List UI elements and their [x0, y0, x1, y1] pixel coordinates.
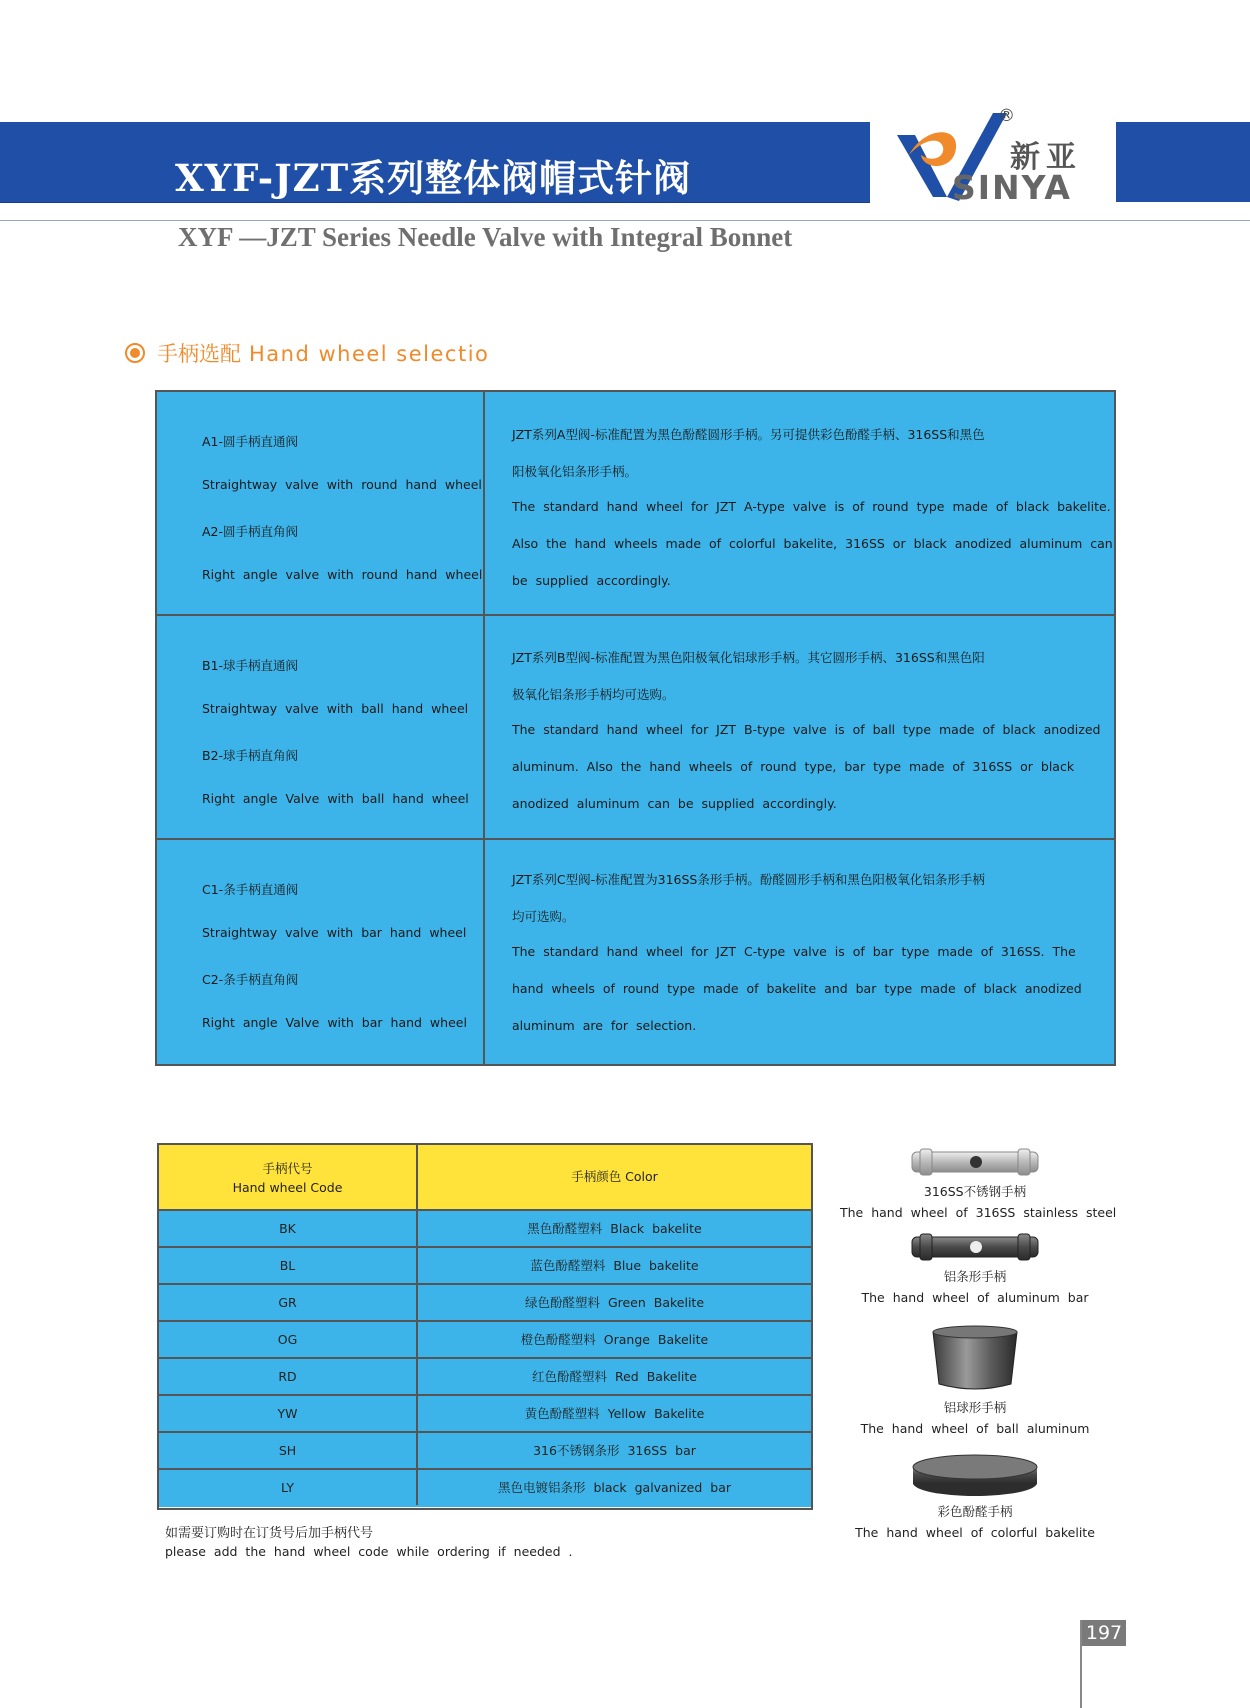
description-line: hand wheels of round type made of bakelite and bar type made of black anodized	[512, 981, 1082, 996]
color-cell: 蓝色酚醛塑料 Blue bakelite	[530, 1258, 699, 1273]
color-cell: 红色酚醛塑料 Red Bakelite	[532, 1369, 697, 1384]
description-line: aluminum. Also the hand wheels of round type, bar type made of 316SS or black	[512, 759, 1075, 774]
selection-row-b	[157, 616, 1114, 840]
color-cell: 黄色酚醛塑料 Yellow Bakelite	[524, 1406, 705, 1421]
code-cell: YW	[159, 1396, 418, 1431]
stainless-bar-icon	[910, 1146, 1040, 1178]
valve-label: Right angle Valve with bar hand wheel	[202, 1015, 467, 1030]
selection-row-a	[157, 392, 1114, 616]
valve-label: B2-球手柄直角阀	[202, 748, 299, 763]
valve-label: A2-圆手柄直角阀	[202, 524, 299, 539]
selection-left-cell	[157, 616, 485, 838]
description-line: aluminum are for selection.	[512, 1018, 697, 1033]
header-color: 手柄颜色 Color	[571, 1169, 658, 1184]
description-line: 极氧化铝条形手柄均可选购。	[512, 687, 675, 702]
table-row	[159, 1248, 811, 1285]
hand-wheel-code-table	[157, 1143, 813, 1510]
table-row	[159, 1396, 811, 1433]
valve-label: A1-圆手柄直通阀	[202, 434, 299, 449]
description-line: be supplied accordingly.	[512, 573, 671, 588]
code-cell: SH	[159, 1433, 418, 1468]
table-header	[159, 1145, 811, 1211]
code-cell: OG	[159, 1322, 418, 1357]
order-note-en: please add the hand wheel code while ordering if needed .	[165, 1544, 573, 1559]
valve-label: C1-条手柄直通阀	[202, 882, 299, 897]
description-line: The standard hand wheel for JZT A-type valve is of round type made of black bakelite.	[512, 499, 1111, 514]
hand-wheel-caption-en: The hand wheel of 316SS stainless steel	[840, 1205, 1117, 1220]
order-note-cn: 如需要订购时在订货号后加手柄代号	[165, 1526, 374, 1541]
description-line: The standard hand wheel for JZT C-type valve is of bar type made of 316SS. The	[512, 944, 1076, 959]
valve-label: C2-条手柄直角阀	[202, 972, 299, 987]
header-code-cn: 手柄代号	[262, 1161, 313, 1176]
code-cell: RD	[159, 1359, 418, 1394]
registered-mark: ®	[998, 106, 1015, 126]
description-line: Also the hand wheels made of colorful bakelite, 316SS or black anodized aluminum can	[512, 536, 1113, 551]
section-title-en: Hand wheel selectio	[249, 342, 490, 366]
hand-wheel-aluminum-bar	[840, 1231, 1110, 1308]
color-cell: 黑色酚醛塑料 Black bakelite	[527, 1221, 702, 1236]
valve-label: Straightway valve with bar hand wheel	[202, 925, 467, 940]
code-cell: BK	[159, 1211, 418, 1246]
valve-label: Straightway valve with ball hand wheel	[202, 701, 469, 716]
ball-knob-icon	[925, 1322, 1025, 1394]
table-row	[159, 1470, 811, 1507]
valve-label: Right angle Valve with ball hand wheel	[202, 791, 469, 806]
hand-wheel-caption-cn: 铝条形手柄	[943, 1269, 1007, 1284]
description-line: 阳极氧化铝条形手柄。	[512, 464, 638, 479]
description-line: 均可选购。	[512, 909, 575, 924]
hand-wheel-caption-en: The hand wheel of aluminum bar	[861, 1290, 1089, 1305]
description-line: anodized aluminum can be supplied accordingly.	[512, 796, 837, 811]
valve-label: Right angle valve with round hand wheel	[202, 567, 483, 582]
color-cell: 黑色电镀铝条形 black galvanized bar	[497, 1480, 732, 1495]
table-row	[159, 1433, 811, 1470]
page-number: 197	[1082, 1620, 1126, 1646]
code-cell: GR	[159, 1285, 418, 1320]
selection-left-cell	[157, 840, 485, 1064]
valve-label: Straightway valve with round hand wheel	[202, 477, 482, 492]
logo-text-en: SINYA	[952, 168, 1072, 207]
selection-right-cell	[485, 840, 1114, 1064]
hand-wheel-316ss	[840, 1146, 1117, 1223]
header-band-right	[1116, 122, 1250, 202]
selection-left-cell	[157, 392, 485, 614]
hand-wheel-caption-cn: 铝球形手柄	[943, 1400, 1007, 1415]
hand-wheel-caption-en: The hand wheel of colorful bakelite	[855, 1525, 1095, 1540]
round-knob-icon	[910, 1453, 1040, 1498]
hand-wheel-selection-table	[155, 390, 1116, 1066]
table-row	[159, 1285, 811, 1322]
section-heading	[125, 338, 489, 368]
aluminum-bar-icon	[910, 1231, 1040, 1263]
hand-wheel-ball-aluminum	[840, 1322, 1110, 1439]
description-line: JZT系列C型阀-标准配置为316SS条形手柄。酚醛圆形手柄和黑色阳极氧化铝条形手柄	[512, 872, 985, 887]
selection-right-cell	[485, 616, 1114, 838]
table-row	[159, 1359, 811, 1396]
description-line: JZT系列B型阀-标准配置为黑色阳极氧化铝球形手柄。其它圆形手柄、316SS和黑色阳	[512, 650, 985, 665]
header-code-en: Hand wheel Code	[232, 1180, 343, 1195]
section-title-cn: 手柄选配	[157, 342, 241, 366]
hand-wheel-caption-en: The hand wheel of ball aluminum	[860, 1421, 1090, 1436]
hand-wheel-caption-cn: 316SS不锈钢手柄	[923, 1184, 1027, 1199]
table-row	[159, 1322, 811, 1359]
hand-wheel-colorful-bakelite	[840, 1453, 1110, 1543]
header-divider	[0, 220, 1250, 221]
description-line: JZT系列A型阀-标准配置为黑色酚醛圆形手柄。另可提供彩色酚醛手柄、316SS和黑色	[512, 427, 985, 442]
code-cell: LY	[159, 1470, 418, 1505]
table-row	[159, 1211, 811, 1248]
color-cell: 绿色酚醛塑料 Green Bakelite	[524, 1295, 705, 1310]
selection-right-cell	[485, 392, 1114, 614]
description-line: The standard hand wheel for JZT B-type valve is of ball type made of black anodized	[512, 722, 1101, 737]
selection-row-c	[157, 840, 1114, 1064]
code-cell: BL	[159, 1248, 418, 1283]
logo-text-cn: 新亚	[1010, 140, 1082, 175]
color-cell: 橙色酚醛塑料 Orange Bakelite	[520, 1332, 709, 1347]
bullet-icon	[125, 343, 145, 363]
valve-label: B1-球手柄直通阀	[202, 658, 299, 673]
color-cell: 316不锈钢条形 316SS bar	[533, 1443, 696, 1458]
page-title-cn: XYF-JZT系列整体阀帽式针阀	[175, 156, 692, 200]
hand-wheel-caption-cn: 彩色酚醛手柄	[937, 1504, 1013, 1519]
page-title-en: XYF —JZT Series Needle Valve with Integral Bonnet	[178, 222, 793, 252]
